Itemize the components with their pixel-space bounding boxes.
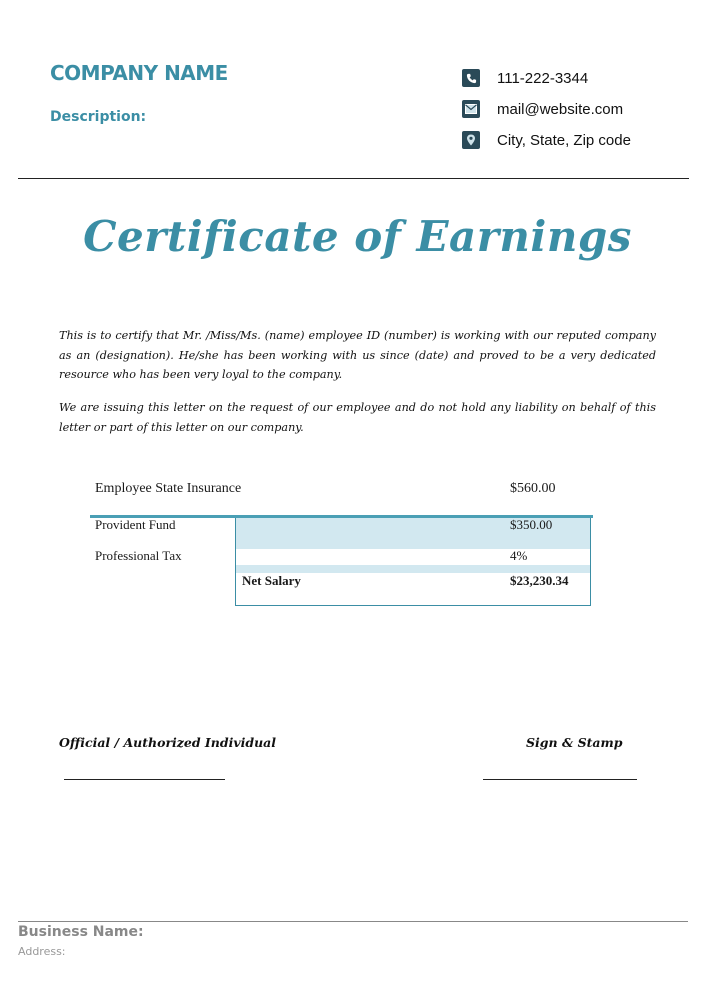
footer-divider [18,921,688,922]
provident-fund-value: $350.00 [510,517,553,532]
contact-phone [462,68,588,88]
net-salary-label: Net Salary [242,573,301,588]
email-text: mail@website.com [497,100,624,118]
professional-tax-value: 4% [510,548,528,563]
esi-label: Employee State Insurance [95,481,242,496]
header-divider [18,178,689,179]
location-pin-icon [462,131,480,149]
address-label: Address: [18,945,66,958]
contact-email [462,99,623,119]
company-name: COMPANY NAME [50,61,228,85]
contact-address [462,130,631,150]
certificate-title: Certificate of Earnings [83,212,632,261]
professional-tax-label: Professional Tax [95,548,182,563]
official-signature-line [64,779,225,780]
description-label: Description: [50,109,147,125]
stamp-signature-line [483,779,637,780]
provident-fund-label: Provident Fund [95,517,176,532]
business-name-label: Business Name: [18,924,144,940]
official-signatory-label: Official / Authorized Individual [59,735,277,750]
phone-text: 111-222-3344 [497,69,589,87]
sign-stamp-label: Sign & Stamp [526,735,623,750]
certificate-paragraph-2: We are issuing this letter on the request of our employee and do not hold any liability on behalf of this letter or part of this letter on our company. [59,401,656,434]
esi-value: $560.00 [510,481,556,496]
address-text: City, State, Zip code [497,131,631,149]
certificate-paragraph-1: This is to certify that Mr. /Miss/Ms. (name) employee ID (number) is working with our reputed company as an (designation). He/she has been working with us since (date) and proved to be a very dedicated resource who has been very loyal to the company. [59,329,656,381]
phone-icon [462,69,480,87]
net-salary-value: $23,230.34 [510,573,569,588]
mail-icon [462,100,480,118]
